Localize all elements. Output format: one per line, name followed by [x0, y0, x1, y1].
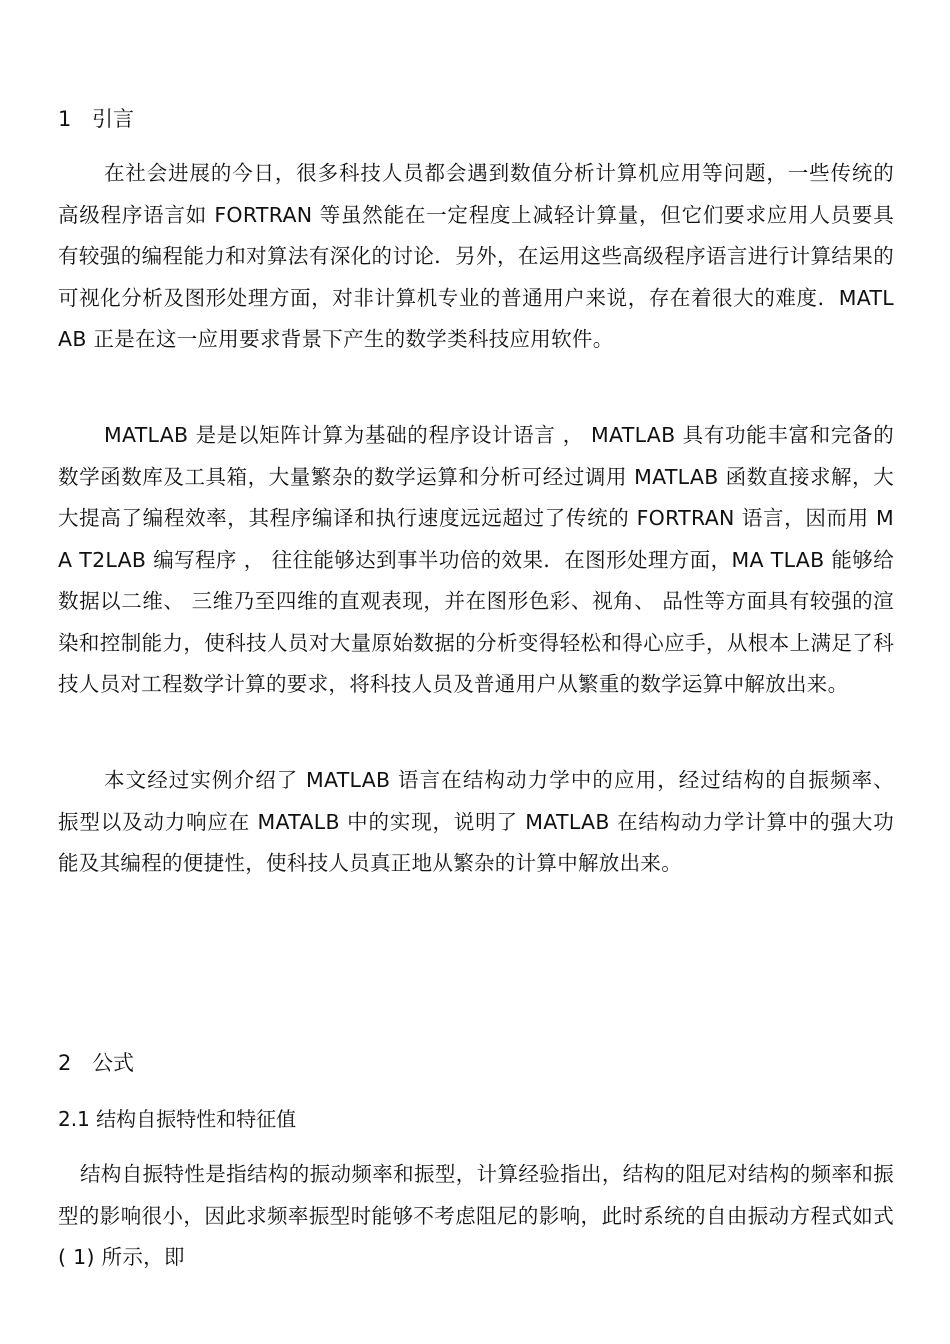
- section-title: 公式: [92, 1051, 134, 1075]
- intro-paragraph-1: 在社会进展的今日，很多科技人员都会遇到数值分析计算机应用等问题，一些传统的高级程序语言如 FORTRAN 等虽然能在一定程度上减轻计算量，但它们要求应用人员要具有较强的编程能力和对算法有深化的讨论．另外，在运用这些高级程序语言进行计算结果的可视化分析及图形处理方面，对非计算机专业的普通用户来说，存在着很大的难度．MATLAB 正是在这一应用要求背景下产生的数学类科技应用软件。: [58, 161, 894, 351]
- section-title: 引言: [92, 107, 134, 131]
- intro-paragraph-3: 本文经过实例介绍了 MATLAB 语言在结构动力学中的应用，经过结构的自振频率、 振型以及动力响应在 MATALB 中的实现，说明了 MATLAB 在结构动力学计算中的强大功能及其编程的便捷性，使科技人员真正地从繁杂的计算中解放出来。: [58, 768, 894, 875]
- formula-paragraph: 结构自振特性是指结构的振动频率和振型，计算经验指出，结构的阻尼对结构的频率和振型的影响很小，因此求频率振型时能够不考虑阻尼的影响，此时系统的自由振动方程式如式( 1) 所示，即: [58, 1162, 894, 1269]
- section-heading-intro: [58, 105, 134, 133]
- section-heading-formula: [58, 1049, 134, 1077]
- subsection-heading: 2.1 结构自振特性和特征值: [58, 1107, 297, 1131]
- section-number: 2: [58, 1051, 72, 1075]
- section-number: 1: [58, 107, 72, 131]
- intro-paragraph-2: MATLAB 是是以矩阵计算为基础的程序设计语言 ， MATLAB 具有功能丰富和完备的数学函数库及工具箱，大量繁杂的数学运算和分析可经过调用 MATLAB 函数直接求解，大大提高了编程效率，其程序编译和执行速度远远超过了传统的 FORTRAN 语言，因而用 MA T2LAB 编写程序 ， 往往能够达到事半功倍的效果．在图形处理方面，MA TLAB 能够给数据以二维、 三维乃至四维的直观表现，并在图形色彩、视角、 品性等方面具有较强的渲染和控制能力，使科技人员对大量原始数据的分析变得轻松和得心应手，从根本上满足了科技人员对工程数学计算的要求，将科技人员及普通用户从繁重的数学运算中解放出来。: [58, 423, 894, 696]
